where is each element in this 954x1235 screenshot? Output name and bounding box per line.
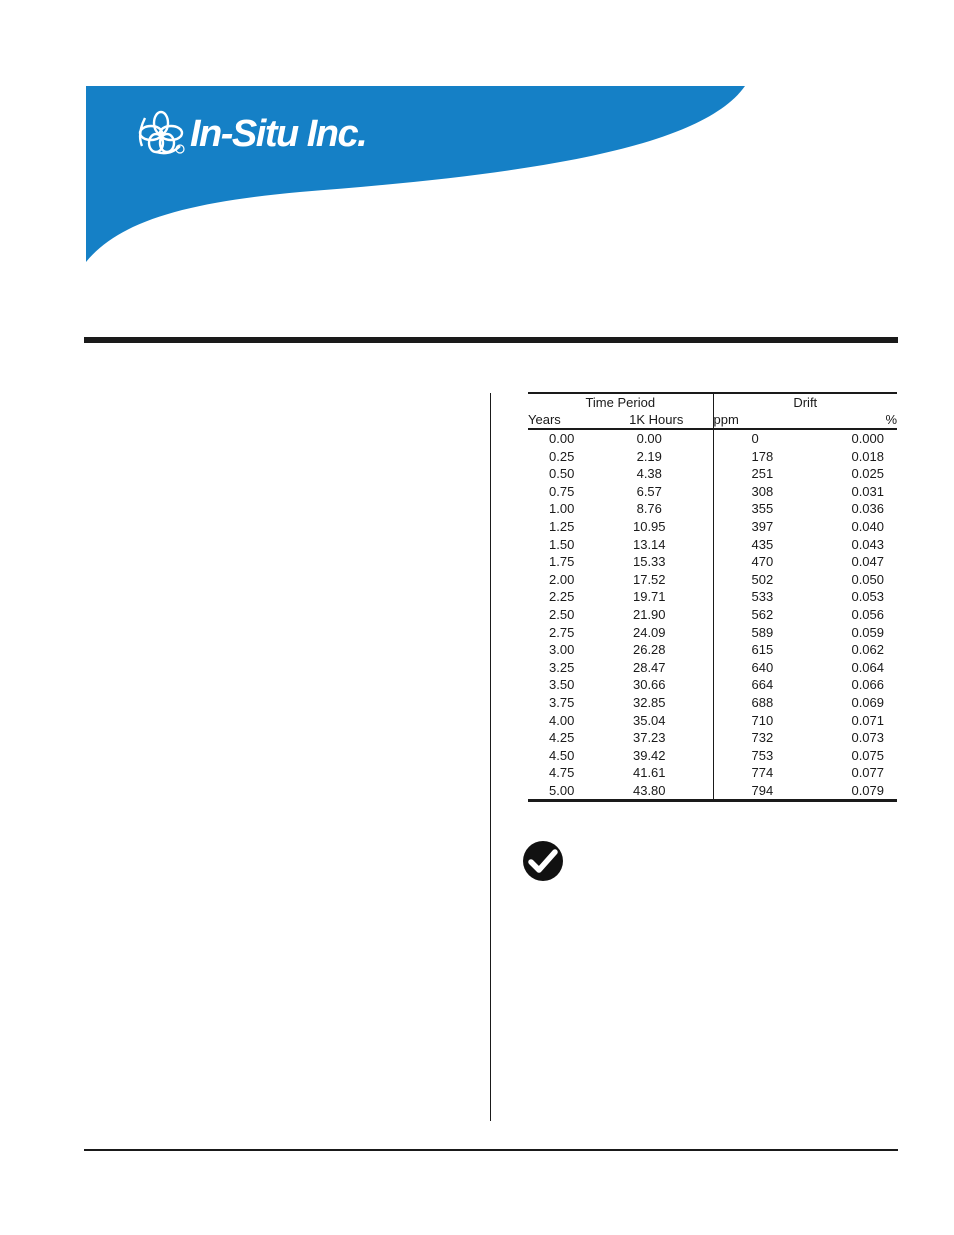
cell-years: 3.25 (549, 659, 575, 675)
table-row (528, 659, 897, 677)
cell-percent: 0.031 (851, 483, 885, 499)
header-banner (0, 0, 954, 300)
cell-years: 1.50 (549, 536, 575, 552)
cell-ppm: 470 (751, 554, 774, 570)
cell-hours: 4.38 (600, 465, 713, 483)
cell-ppm: 732 (751, 730, 774, 746)
cell-ppm: 753 (751, 747, 774, 763)
cell-percent: 0.064 (851, 659, 885, 675)
cell-years: 3.50 (549, 677, 575, 693)
cell-ppm: 589 (751, 624, 774, 640)
cell-years: 2.00 (549, 571, 575, 587)
banner-swoosh (86, 86, 745, 262)
brand-logo-text: In-Situ Inc. (190, 113, 367, 155)
cell-percent: 0.050 (851, 571, 885, 587)
table-row (528, 518, 897, 536)
cell-percent: 0.053 (851, 589, 885, 605)
cell-years: 3.00 (549, 642, 575, 658)
cell-percent: 0.079 (815, 782, 897, 801)
drift-table (528, 392, 897, 802)
table-row (528, 782, 897, 801)
cell-percent: 0.075 (851, 747, 885, 763)
cell-years: 4.25 (549, 730, 575, 746)
cell-ppm: 615 (751, 642, 774, 658)
table-row (528, 729, 897, 747)
cell-ppm: 794 (713, 782, 815, 801)
table-row (528, 641, 897, 659)
cell-years: 2.50 (549, 606, 575, 622)
cell-percent: 0.000 (851, 431, 885, 446)
table-row (528, 606, 897, 624)
cell-ppm: 0 (751, 431, 759, 446)
cell-hours: 19.71 (600, 588, 713, 606)
cell-years: 1.00 (549, 501, 575, 517)
table-row (528, 553, 897, 571)
cell-ppm: 688 (751, 694, 774, 710)
header-time-period: Time Period (528, 393, 713, 411)
header-drift: Drift (713, 393, 897, 411)
cell-years: 2.25 (549, 589, 575, 605)
cell-hours: 15.33 (600, 553, 713, 571)
cell-hours: 39.42 (600, 747, 713, 765)
cell-ppm: 774 (751, 765, 774, 781)
cell-years: 4.00 (549, 712, 575, 728)
table-row (528, 712, 897, 730)
cell-percent: 0.040 (851, 518, 885, 534)
table-row (528, 483, 897, 501)
cell-ppm: 502 (751, 571, 774, 587)
cell-percent: 0.047 (851, 554, 885, 570)
header-hours: 1K Hours (600, 411, 713, 429)
table-row (528, 747, 897, 765)
cell-years: 0.25 (549, 448, 575, 464)
cell-hours: 37.23 (600, 729, 713, 747)
cell-ppm: 710 (751, 712, 774, 728)
cell-ppm: 562 (751, 606, 774, 622)
footer-rule (84, 1149, 898, 1151)
cell-hours: 41.61 (600, 764, 713, 782)
cell-percent: 0.069 (851, 694, 885, 710)
cell-ppm: 640 (751, 659, 774, 675)
cell-ppm: 664 (751, 677, 774, 693)
cell-hours: 17.52 (600, 571, 713, 589)
table-row (528, 624, 897, 642)
cell-hours: 26.28 (600, 641, 713, 659)
table-row (528, 465, 897, 483)
table-row (528, 588, 897, 606)
cell-ppm: 355 (751, 501, 774, 517)
cell-hours: 10.95 (600, 518, 713, 536)
cell-years: 4.50 (549, 747, 575, 763)
cell-years: 0.00 (549, 431, 575, 446)
cell-hours: 43.80 (600, 782, 713, 801)
cell-years: 2.75 (549, 624, 575, 640)
table-row (528, 448, 897, 466)
cell-ppm: 308 (751, 483, 774, 499)
cell-years: 1.25 (549, 518, 575, 534)
cell-percent: 0.073 (851, 730, 885, 746)
table-row (528, 676, 897, 694)
cell-percent: 0.056 (851, 606, 885, 622)
cell-percent: 0.066 (851, 677, 885, 693)
cell-years: 0.75 (549, 483, 575, 499)
checkmark-circle-icon (522, 840, 564, 882)
cell-years: 0.50 (549, 466, 575, 482)
cell-ppm: 533 (751, 589, 774, 605)
table-row (528, 764, 897, 782)
cell-percent: 0.018 (851, 448, 885, 464)
cell-hours: 6.57 (600, 483, 713, 501)
cell-hours: 30.66 (600, 676, 713, 694)
cell-percent: 0.062 (851, 642, 885, 658)
cell-ppm: 178 (751, 448, 774, 464)
cell-hours: 0.00 (600, 429, 713, 448)
cell-ppm: 397 (751, 518, 774, 534)
table-row (528, 536, 897, 554)
cell-percent: 0.025 (851, 466, 885, 482)
table-row (528, 500, 897, 518)
cell-years: 4.75 (549, 765, 575, 781)
cell-percent: 0.077 (851, 765, 885, 781)
cell-hours: 32.85 (600, 694, 713, 712)
header-percent: % (815, 411, 897, 429)
cell-years: 1.75 (549, 554, 575, 570)
cell-years: 5.00 (528, 782, 600, 801)
cell-hours: 8.76 (600, 500, 713, 518)
cell-hours: 35.04 (600, 712, 713, 730)
cell-hours: 28.47 (600, 659, 713, 677)
drift-table-body (528, 429, 897, 801)
cell-percent: 0.059 (851, 624, 885, 640)
cell-hours: 24.09 (600, 624, 713, 642)
cell-percent: 0.071 (851, 712, 885, 728)
column-divider (490, 393, 491, 1121)
cell-years: 3.75 (549, 694, 575, 710)
cell-ppm: 435 (751, 536, 774, 552)
cell-hours: 2.19 (600, 448, 713, 466)
cell-percent: 0.036 (851, 501, 885, 517)
header-years: Years (528, 411, 600, 429)
cell-hours: 21.90 (600, 606, 713, 624)
header-rule (84, 337, 898, 343)
header-ppm: ppm (713, 411, 815, 429)
table-row (528, 429, 897, 448)
table-row (528, 694, 897, 712)
table-row (528, 571, 897, 589)
cell-percent: 0.043 (851, 536, 885, 552)
cell-ppm: 251 (751, 466, 774, 482)
cell-hours: 13.14 (600, 536, 713, 554)
